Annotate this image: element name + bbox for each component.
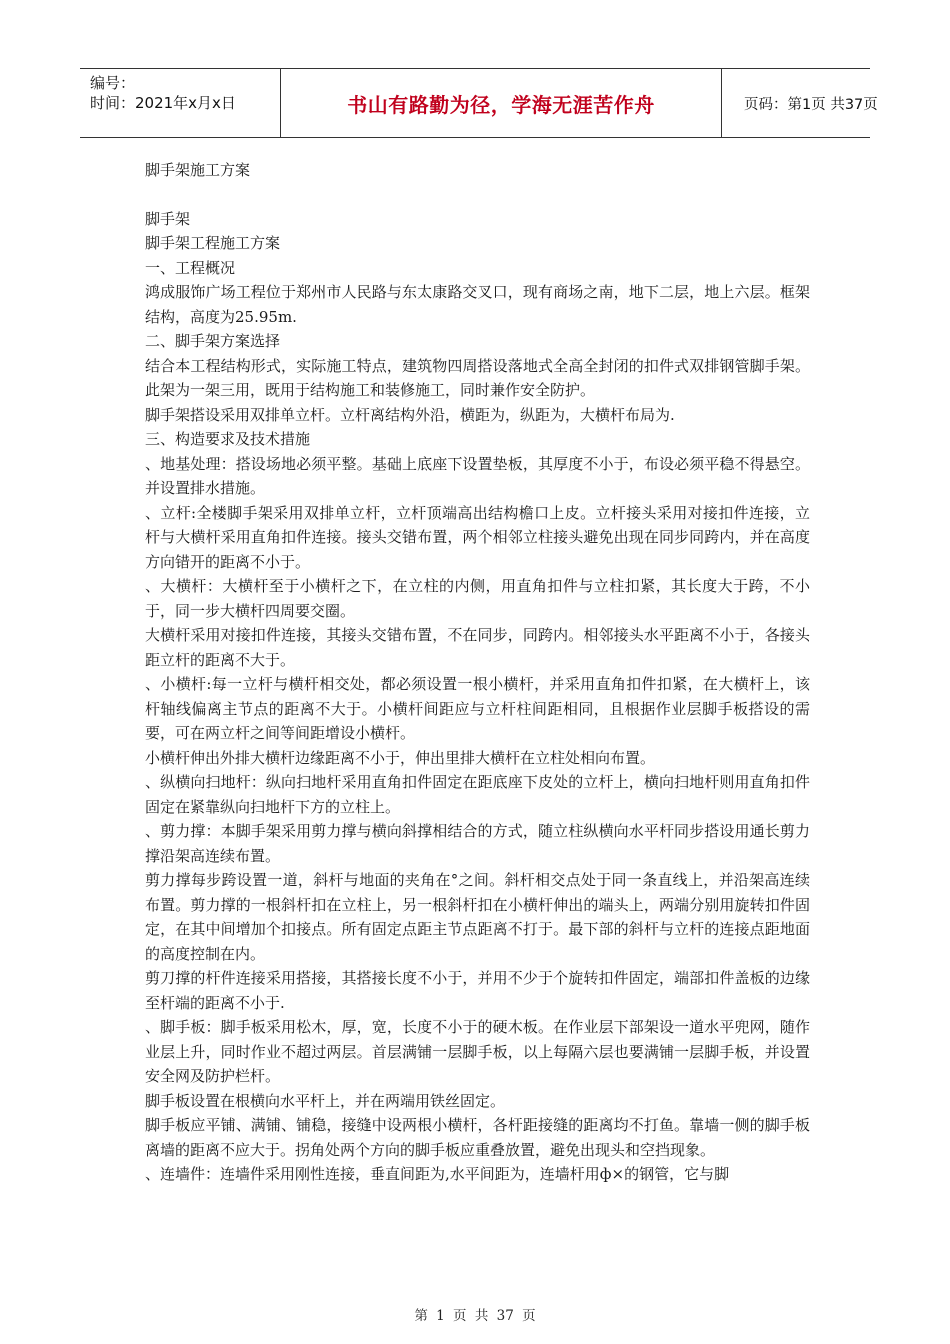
- paragraph: 、地基处理：搭设场地必须平整。基础上底座下设置垫板，其厚度不小于，布设必须平稳不得悬空。并设置排水措施。: [145, 454, 810, 497]
- paragraph: 、立杆:全楼脚手架采用双排单立杆，立杆顶端高出结构檐口上皮。立杆接头采用对接扣件连接，立杆与大横杆采用直角扣件连接。接头交错布置，两个相邻立柱接头避免出现在同步同跨内，并在高度方向错开的距离不小于。: [145, 503, 810, 571]
- paragraph: 脚手架工程施工方案: [145, 234, 281, 252]
- paragraph: 、剪力撑：本脚手架采用剪力撑与横向斜撑相结合的方式，随立柱纵横向水平杆同步搭设用通长剪力撑沿架高连续布置。: [145, 822, 810, 865]
- paragraph: 、脚手板：脚手板采用松木，厚，宽，长度不小于的硬木板。在作业层下部架设一道水平兜网，随作业层上升，同时作业不超过两层。首层满铺一层脚手板，以上每隔六层也要满铺一层脚手板，并设置安全网及防护栏杆。: [145, 1018, 810, 1085]
- paragraph: 一、工程概况: [145, 258, 236, 277]
- paragraph: 、纵横向扫地杆：纵向扫地杆采用直角扣件固定在距底座下皮处的立杆上，横向扫地杆则用直角扣件固定在紧靠纵向扫地杆下方的立柱上。: [145, 773, 810, 816]
- paragraph: 剪刀撑的杆件连接采用搭接，其搭接长度不小于，并用不少于个旋转扣件固定，端部扣件盖板的边缘至杆端的距离不小于.: [145, 969, 810, 1012]
- document-number-label: 编号：: [90, 74, 136, 92]
- paragraph: 脚手架: [145, 209, 191, 228]
- header-page-info: 页码：第1页 共37页: [744, 96, 878, 113]
- page-header: [80, 68, 878, 138]
- paragraph: 、连墙件：连墙件采用刚性连接，垂直间距为,水平间距为，连墙杆用ф×的钢管，它与脚: [145, 1165, 730, 1183]
- paragraph: 二、脚手架方案选择: [145, 332, 281, 350]
- header-motto-cell: [280, 69, 722, 137]
- paragraph: 结合本工程结构形式，实际施工特点，建筑物四周搭设落地式全高全封闭的扣件式双排钢管脚手架。此架为一架三用，既用于结构施工和装修施工，同时兼作安全防护。: [145, 356, 810, 399]
- paragraph: 剪力撑每步跨设置一道，斜杆与地面的夹角在°之间。斜杆相交点处于同一条直线上，并沿架高连续布置。剪力撑的一根斜杆扣在立柱上，另一根斜杆扣在小横杆伸出的端头上，两端分别用旋转扣件固定，在其中间增加个扣接点。所有固定点距主节点距离不打于。最下部的斜杆与立杆的连接点距地面的高度控制在内。: [145, 871, 810, 963]
- paragraph: 脚手架搭设采用双排单立杆。立杆离结构外沿，横距为，纵距为，大横杆布局为.: [145, 405, 675, 424]
- page-footer: 第 1 页 共 37 页: [414, 1308, 536, 1324]
- paragraph: 、小横杆:每一立杆与横杆相交处，都必须设置一根小横杆，并采用直角扣件扣紧，在大横杆上，该杆轴线偏离主节点的距离不大于。小横杆间距应与立杆柱间距相同，且根据作业层脚手板搭设的需要，可在两立杆之间等间距增设小横杆。: [145, 675, 810, 742]
- header-motto: 书山有路勤为径，学海无涯苦作舟: [347, 92, 655, 117]
- paragraph: 大横杆采用对接扣件连接，其接头交错布置，不在同步，同跨内。相邻接头水平距离不小于，各接头距立杆的距离不大于。: [145, 626, 810, 669]
- header-meta: [82, 71, 278, 135]
- paragraph: 、大横杆：大横杆至于小横杆之下，在立柱的内侧，用直角扣件与立柱扣紧，其长度大于跨，不小于，同一步大横杆四周要交圈。: [145, 577, 810, 620]
- paragraph: 脚手板设置在根横向水平杆上，并在两端用铁丝固定。: [145, 1091, 506, 1110]
- paragraph: 小横杆伸出外排大横杆边缘距离不小于，伸出里排大横杆在立柱处相向布置。: [145, 748, 656, 767]
- paragraph-list: [145, 207, 810, 1187]
- paragraph: 脚手板应平铺、满铺、铺稳，接缝中设两根小横杆，各杆距接缝的距离均不打鱼。靠墙一侧的脚手板离墙的距离不应大于。拐角处两个方向的脚手板应重叠放置，避免出现头和空挡现象。: [145, 1116, 810, 1159]
- document-body: [145, 158, 810, 1187]
- document-date: 时间：2021年x月x日: [90, 94, 236, 112]
- paragraph: 鸿成服饰广场工程位于郑州市人民路与东太康路交叉口，现有商场之南，地下二层，地上六层。框架结构，高度为25.95m.: [145, 283, 810, 326]
- document-title: 脚手架施工方案: [145, 161, 251, 179]
- paragraph: 三、构造要求及技术措施: [145, 430, 311, 448]
